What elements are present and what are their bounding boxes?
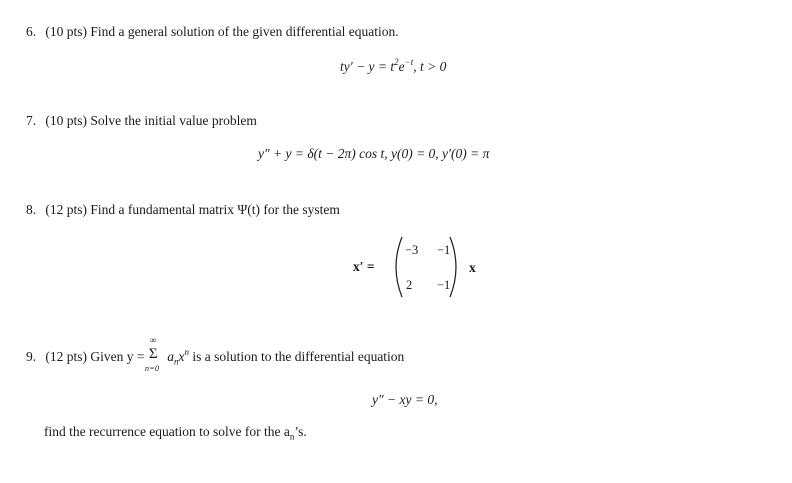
equation-9: y″ − xy = 0, bbox=[372, 392, 438, 407]
equation-8-rhs: x bbox=[469, 260, 476, 275]
problem-6-statement bbox=[26, 24, 399, 40]
series-term bbox=[167, 347, 189, 367]
series-coefficient: a bbox=[167, 349, 174, 364]
coefficient-matrix bbox=[389, 236, 463, 298]
equation-6-base: e bbox=[398, 59, 405, 74]
right-parenthesis bbox=[447, 236, 463, 298]
problem-9-number: 9. bbox=[26, 349, 37, 364]
problem-6-number: 6. bbox=[26, 24, 37, 39]
series-exponent: n bbox=[184, 347, 189, 357]
problem-9-text-after: is a solution to the differential equation bbox=[192, 349, 405, 364]
left-parenthesis bbox=[389, 236, 405, 298]
equation-6 bbox=[340, 57, 446, 75]
summation bbox=[144, 335, 164, 373]
equation-6-lhs: ty′ − y = t bbox=[340, 59, 395, 74]
equation-8-lhs: x′ = bbox=[353, 259, 375, 274]
instruction-subscript: n bbox=[289, 431, 295, 442]
problem-6-text: (10 pts) Find a general solution of the given differential equation. bbox=[45, 24, 399, 39]
equation-6-exp2: −t bbox=[404, 57, 414, 67]
summation-symbol: Σ bbox=[148, 346, 158, 362]
problem-9-instruction bbox=[44, 424, 307, 442]
matrix-cell-2-2: −1 bbox=[437, 278, 451, 292]
problem-9-statement bbox=[26, 335, 405, 373]
series-coefficient-index: n bbox=[173, 356, 179, 367]
equation-7: y″ + y = δ(t − 2π) cos t, y(0) = 0, y′(0) = π bbox=[258, 146, 490, 161]
problem-8-statement bbox=[26, 202, 340, 218]
matrix-cell-1-2: −1 bbox=[437, 243, 451, 257]
problem-8-text: (12 pts) Find a fundamental matrix Ψ(t) for the system bbox=[45, 202, 340, 217]
equation-6-exp1: 2 bbox=[394, 57, 399, 67]
problem-7-number: 7. bbox=[26, 113, 37, 128]
problem-9-text-before: (12 pts) Given y = bbox=[45, 349, 145, 364]
matrix-cell-2-1: 2 bbox=[406, 278, 413, 292]
problem-7-text: (10 pts) Solve the initial value problem bbox=[45, 113, 257, 128]
matrix-cell-1-1: −3 bbox=[405, 243, 419, 257]
equation-6-condition: , t > 0 bbox=[413, 59, 447, 74]
instruction-text: find the recurrence equation to solve for the a bbox=[44, 424, 290, 439]
problem-7-statement bbox=[26, 113, 257, 129]
summation-upper-limit: ∞ bbox=[149, 335, 157, 345]
series-variable: x bbox=[178, 349, 185, 364]
problem-8-number: 8. bbox=[26, 202, 37, 217]
instruction-suffix: ’s. bbox=[294, 424, 307, 439]
summation-lower-limit: n=0 bbox=[144, 363, 160, 373]
